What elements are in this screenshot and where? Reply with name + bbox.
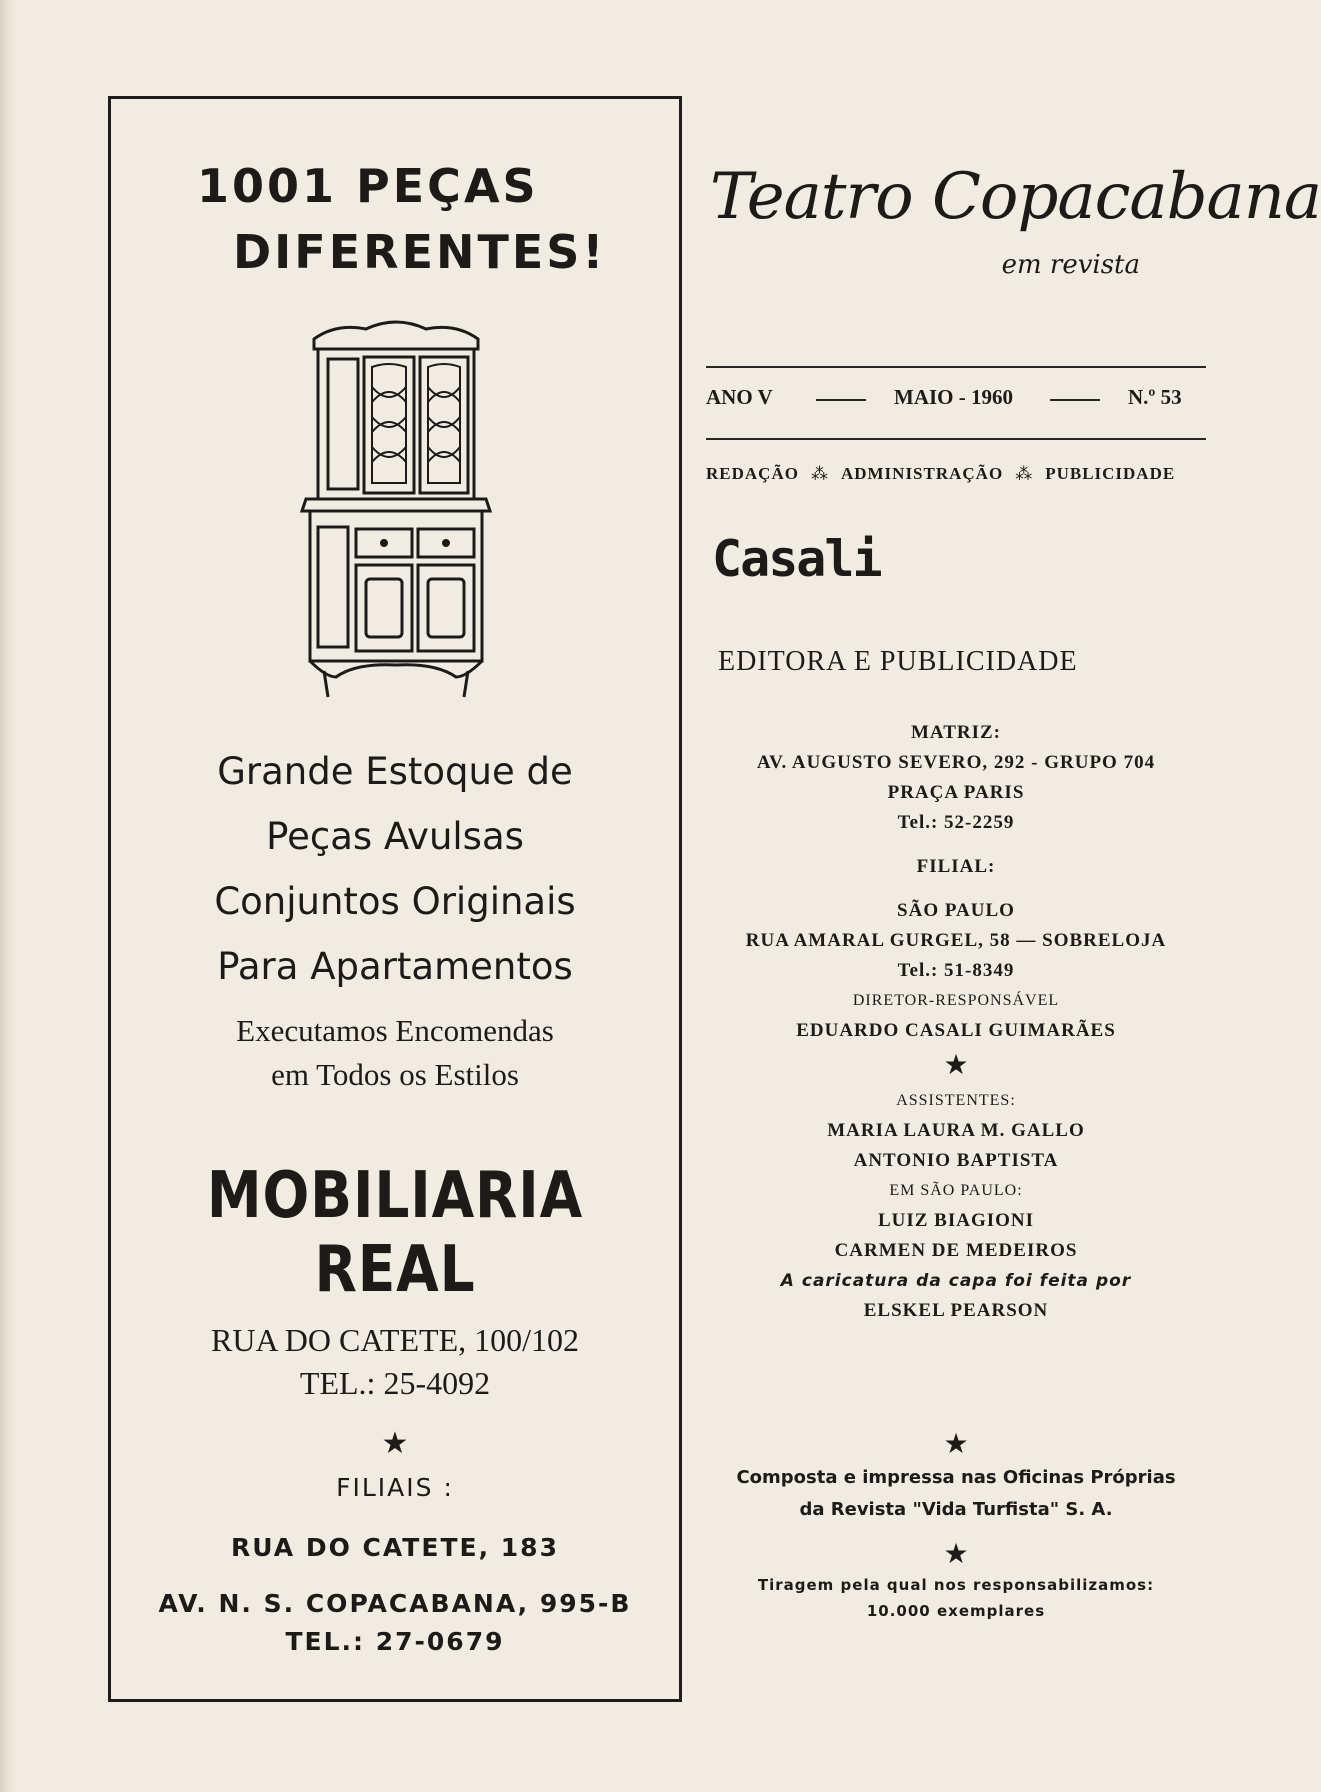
issue-year: ANO V	[706, 385, 773, 409]
hq-phone: Tel.: 52-2259	[897, 812, 1015, 833]
publisher-credits	[700, 718, 1212, 1326]
magazine-title: Teatro Copacabana	[710, 160, 1321, 234]
ad-headline	[111, 153, 679, 285]
star-icon: ★	[943, 1050, 969, 1081]
assistant-name: ANTONIO BAPTISTA	[853, 1150, 1059, 1171]
ad-service-text	[111, 1009, 679, 1097]
divider	[1050, 399, 1100, 401]
china-cabinet-illustration	[296, 317, 496, 717]
director-label: DIRETOR-RESPONSÁVEL	[852, 992, 1060, 1009]
ad-branches-list	[111, 1529, 679, 1661]
assistants-label: ASSISTENTES:	[896, 1092, 1016, 1109]
department: REDAÇÃO	[706, 464, 799, 483]
ad-branch-2-address: AV. N. S. COPACABANA, 995-B	[158, 1589, 632, 1618]
ad-brand-name: MOBILIARIA REAL	[206, 1159, 584, 1307]
ad-feature-line: Para Apartamentos	[217, 945, 573, 988]
branch-city: SÃO PAULO	[897, 900, 1015, 921]
circulation-line: Tiragem pela qual nos responsabilizamos:	[757, 1576, 1155, 1594]
hq-label: MATRIZ:	[910, 722, 1002, 743]
hq-address: AV. AUGUSTO SEVERO, 292 - GRUPO 704	[756, 752, 1156, 773]
ad-feature-line: Conjuntos Originais	[214, 880, 576, 923]
hq-place: PRAÇA PARIS	[887, 782, 1025, 803]
ad-branch-2-phone: TEL.: 27-0679	[285, 1627, 505, 1656]
ad-headline-line2: DIFERENTES!	[233, 225, 607, 279]
magazine-subtitle: em revista	[1001, 250, 1140, 280]
assistant-name: MARIA LAURA M. GALLO	[827, 1120, 1085, 1141]
cover-artist: ELSKEL PEARSON	[863, 1300, 1049, 1321]
ad-feature-line: Peças Avulsas	[266, 815, 524, 858]
magazine-logo	[710, 150, 1321, 310]
divider	[706, 366, 1206, 368]
divider	[706, 438, 1206, 440]
separator-icon: ⁂	[1015, 464, 1034, 483]
ad-branch-1: RUA DO CATETE, 183	[231, 1533, 559, 1562]
ad-feature-line: Grande Estoque de	[217, 750, 573, 793]
sao-paulo-person: CARMEN DE MEDEIROS	[834, 1240, 1078, 1261]
branch-label: FILIAL:	[916, 856, 996, 877]
ad-service-line: em Todos os Estilos	[271, 1057, 519, 1092]
ad-service-line: Executamos Encomendas	[236, 1013, 554, 1048]
ad-phone-line: TEL.: 25-4092	[299, 1365, 491, 1401]
ad-features-list	[111, 739, 679, 999]
director-name: EDUARDO CASALI GUIMARÃES	[796, 1020, 1116, 1041]
print-line: da Revista "Vida Turfista" S. A.	[799, 1499, 1113, 1520]
issue-date: MAIO - 1960	[894, 385, 1013, 409]
divider	[816, 399, 866, 401]
ad-headline-line1: 1001 PEÇAS	[197, 159, 539, 213]
departments-line	[706, 464, 1206, 484]
separator-icon: ⁂	[810, 464, 829, 483]
department: PUBLICIDADE	[1045, 464, 1176, 483]
ad-branches-title: FILIAIS :	[336, 1473, 454, 1502]
ad-main-address	[111, 1319, 679, 1405]
print-line: Composta e impressa nas Oficinas Próprias	[736, 1467, 1176, 1488]
issue-info	[706, 385, 1202, 413]
star-icon: ★	[381, 1426, 409, 1461]
circulation-line: 10.000 exemplares	[866, 1602, 1046, 1620]
issue-number: N.º 53	[1128, 385, 1182, 409]
star-icon: ★	[943, 1427, 969, 1460]
cover-credit: A caricatura da capa foi feita por	[780, 1271, 1132, 1291]
sao-paulo-person: LUIZ BIAGIONI	[877, 1210, 1035, 1231]
sao-paulo-label: EM SÃO PAULO:	[889, 1182, 1023, 1199]
branch-phone: Tel.: 51-8349	[897, 960, 1015, 981]
publisher-logo: Casali	[712, 530, 881, 588]
print-info	[700, 1426, 1212, 1624]
page-binding-edge	[0, 0, 16, 1792]
ad-address-line: RUA DO CATETE, 100/102	[211, 1322, 579, 1358]
furniture-advertisement	[108, 96, 682, 1702]
masthead-column	[700, 0, 1321, 1792]
branch-address: RUA AMARAL GURGEL, 58 — SOBRELOJA	[745, 930, 1167, 951]
publisher-name: EDITORA E PUBLICIDADE	[718, 646, 1078, 677]
department: ADMINISTRAÇÃO	[840, 464, 1004, 483]
star-icon: ★	[943, 1537, 969, 1570]
